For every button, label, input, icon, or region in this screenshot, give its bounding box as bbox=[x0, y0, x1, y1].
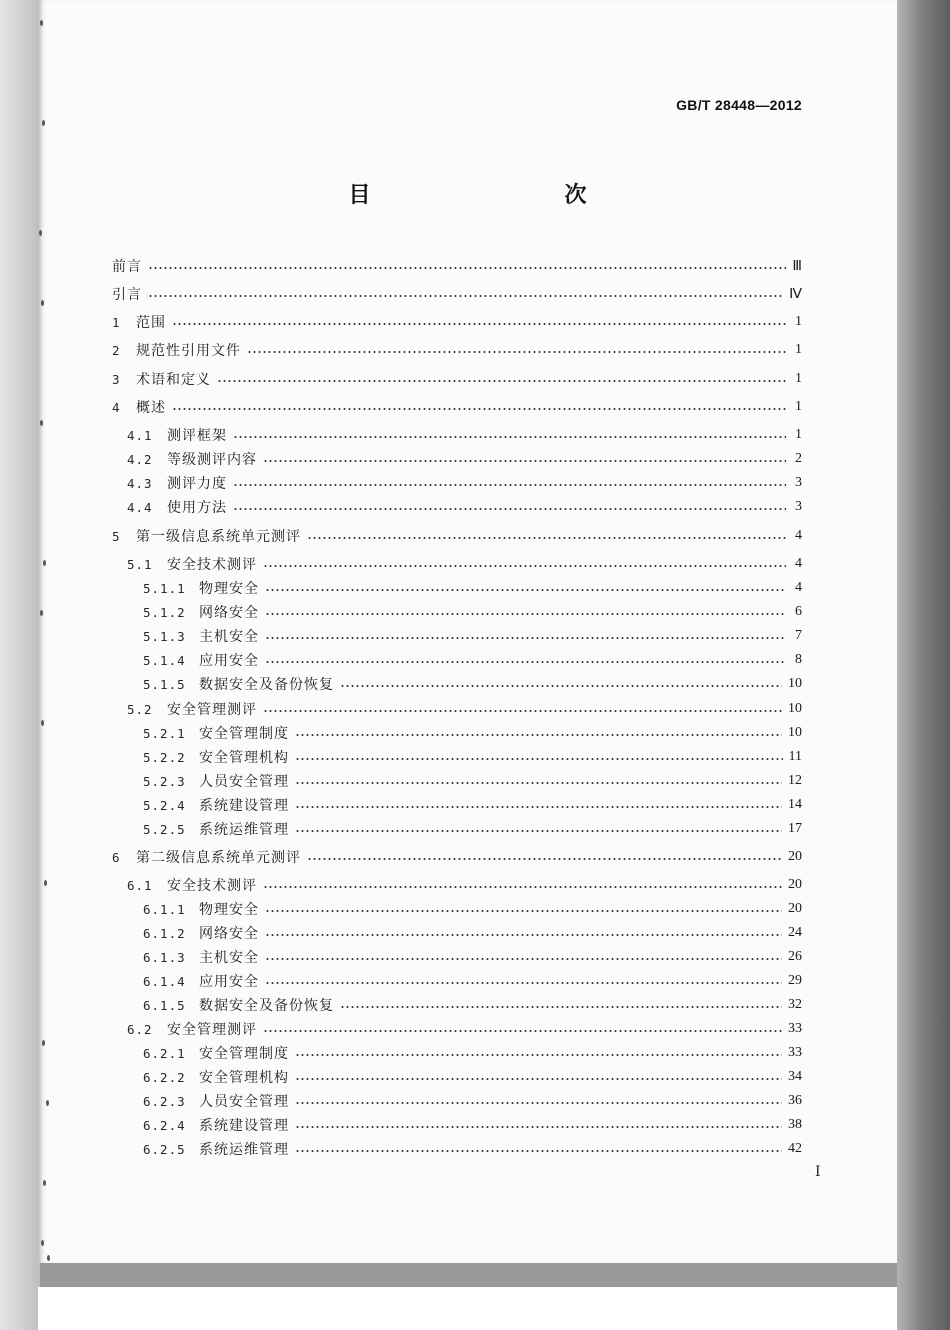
toc-entry-number: 5.1 bbox=[127, 556, 153, 572]
toc-entry-number: 6.1.4 bbox=[143, 973, 186, 989]
scan-speckle bbox=[40, 20, 43, 26]
page-number: Ⅰ bbox=[815, 1164, 821, 1180]
toc-entry[interactable] bbox=[112, 312, 802, 332]
toc-entry-page: 1 bbox=[795, 314, 802, 329]
toc-entry-page: 6 bbox=[795, 604, 802, 619]
toc-entry-page: Ⅳ bbox=[789, 286, 802, 302]
toc-entry-label: 测评框架 bbox=[167, 428, 227, 444]
toc-entry-label: 主机安全 bbox=[199, 629, 259, 645]
toc-entry-number: 5.2.2 bbox=[143, 749, 186, 765]
toc-entry[interactable] bbox=[143, 995, 802, 1015]
toc-entry-page: 24 bbox=[788, 925, 802, 940]
toc-entry-page: 3 bbox=[795, 499, 802, 514]
toc-entry-page: 1 bbox=[795, 427, 802, 442]
scan-speckle bbox=[43, 1180, 46, 1186]
toc-entry-number: 6.2.1 bbox=[143, 1045, 186, 1061]
toc-entry[interactable] bbox=[143, 602, 802, 622]
dot-leader bbox=[295, 1054, 782, 1056]
toc-entry[interactable] bbox=[112, 526, 802, 546]
dot-leader bbox=[295, 830, 782, 832]
dot-leader bbox=[340, 685, 782, 687]
toc-entry-label: 网络安全 bbox=[199, 926, 259, 942]
dot-leader bbox=[265, 910, 782, 912]
toc-entry[interactable] bbox=[143, 1139, 802, 1159]
toc-entry-label: 范围 bbox=[136, 315, 166, 331]
toc-entry-number: 6.1 bbox=[127, 877, 153, 893]
toc-title: 目 次 bbox=[348, 182, 637, 208]
toc-entry[interactable] bbox=[143, 747, 802, 767]
toc-entry[interactable] bbox=[143, 1091, 802, 1111]
toc-entry[interactable] bbox=[127, 425, 802, 445]
dot-leader bbox=[247, 351, 786, 353]
dot-leader bbox=[295, 806, 782, 808]
toc-entry-label: 人员安全管理 bbox=[199, 774, 289, 790]
toc-entry-page: 26 bbox=[788, 949, 802, 964]
toc-entry-page: 1 bbox=[795, 342, 802, 357]
toc-entry-label: 数据安全及备份恢复 bbox=[199, 998, 334, 1014]
toc-entry[interactable] bbox=[143, 674, 802, 694]
toc-entry[interactable] bbox=[112, 369, 802, 389]
toc-entry-number: 6.1.2 bbox=[143, 925, 186, 941]
toc-entry[interactable] bbox=[143, 1043, 802, 1063]
toc-entry-page: 4 bbox=[795, 528, 802, 543]
toc-entry-label: 系统运维管理 bbox=[199, 822, 289, 838]
toc-entry-number: 5.2 bbox=[127, 701, 153, 717]
toc-entry-number: 5.1.1 bbox=[143, 580, 186, 596]
toc-entry[interactable] bbox=[127, 875, 802, 895]
scan-speckle bbox=[43, 560, 46, 566]
dot-leader bbox=[295, 1126, 782, 1128]
toc-entry-label: 系统运维管理 bbox=[199, 1142, 289, 1158]
dot-leader bbox=[307, 537, 786, 539]
dot-leader bbox=[148, 295, 783, 297]
toc-entry-page: 34 bbox=[788, 1069, 802, 1084]
toc-entry-number: 6.2.3 bbox=[143, 1093, 186, 1109]
scan-right-shadow bbox=[897, 0, 950, 1330]
toc-entry-page: 4 bbox=[795, 556, 802, 571]
dot-leader bbox=[263, 886, 782, 888]
toc-entry-number: 5.2.5 bbox=[143, 821, 186, 837]
dot-leader bbox=[148, 267, 786, 269]
dot-leader bbox=[263, 1030, 782, 1032]
toc-entry-page: 32 bbox=[788, 997, 802, 1012]
toc-entry-label: 安全管理制度 bbox=[199, 726, 289, 742]
scan-speckle bbox=[41, 300, 44, 306]
toc-entry-page: 11 bbox=[788, 749, 802, 764]
dot-leader bbox=[265, 589, 786, 591]
toc-entry-number: 5.1.3 bbox=[143, 628, 186, 644]
dot-leader bbox=[265, 661, 786, 663]
toc-entry-page: 33 bbox=[788, 1021, 802, 1036]
toc-entry-label: 概述 bbox=[136, 400, 166, 416]
toc-entry-label: 物理安全 bbox=[199, 902, 259, 918]
dot-leader bbox=[295, 734, 782, 736]
toc-entry-label: 测评力度 bbox=[167, 476, 227, 492]
dot-leader bbox=[295, 782, 782, 784]
scan-speckle bbox=[41, 1240, 44, 1246]
toc-entry[interactable] bbox=[143, 923, 802, 943]
toc-entry[interactable] bbox=[143, 819, 802, 839]
toc-entry-page: 1 bbox=[795, 371, 802, 386]
table-of-contents bbox=[38, 0, 897, 1263]
scan-speckle bbox=[40, 420, 43, 426]
toc-entry[interactable] bbox=[127, 1019, 802, 1039]
toc-entry[interactable] bbox=[143, 1115, 802, 1135]
toc-entry-number: 4.1 bbox=[127, 427, 153, 443]
toc-entry-label: 前言 bbox=[112, 259, 142, 275]
toc-entry-number: 2 bbox=[112, 342, 121, 358]
toc-entry-page: 1 bbox=[795, 399, 802, 414]
scan-speckle bbox=[44, 880, 47, 886]
dot-leader bbox=[263, 565, 786, 567]
toc-entry-page: 20 bbox=[788, 877, 802, 892]
toc-entry-label: 安全技术测评 bbox=[167, 557, 257, 573]
toc-entry-page: 20 bbox=[788, 901, 802, 916]
toc-entry-number: 6.2 bbox=[127, 1021, 153, 1037]
toc-entry-page: 8 bbox=[795, 652, 802, 667]
toc-entry-page: 4 bbox=[795, 580, 802, 595]
toc-entry-number: 6.1.5 bbox=[143, 997, 186, 1013]
scan-speckle bbox=[41, 720, 44, 726]
toc-entry-number: 6.2.4 bbox=[143, 1117, 186, 1133]
toc-entry[interactable] bbox=[127, 554, 802, 574]
toc-entry-page: 10 bbox=[788, 701, 802, 716]
toc-entry[interactable] bbox=[143, 795, 802, 815]
scan-speckle bbox=[42, 120, 45, 126]
standard-code: GB/T 28448—2012 bbox=[676, 97, 802, 113]
toc-entry-number: 5.2.1 bbox=[143, 725, 186, 741]
toc-entry-label: 应用安全 bbox=[199, 653, 259, 669]
dot-leader bbox=[340, 1006, 782, 1008]
toc-entry-label: 系统建设管理 bbox=[199, 1118, 289, 1134]
toc-entry-number: 6.1.1 bbox=[143, 901, 186, 917]
toc-entry-number: 4 bbox=[112, 399, 121, 415]
toc-entry[interactable] bbox=[112, 847, 802, 867]
dot-leader bbox=[307, 858, 782, 860]
toc-entry-label: 网络安全 bbox=[199, 605, 259, 621]
toc-entry-label: 术语和定义 bbox=[136, 372, 211, 388]
toc-entry[interactable] bbox=[143, 578, 802, 598]
dot-leader bbox=[295, 1102, 782, 1104]
toc-entry[interactable] bbox=[143, 650, 802, 670]
toc-entry-page: 10 bbox=[788, 676, 802, 691]
toc-entry-label: 人员安全管理 bbox=[199, 1094, 289, 1110]
toc-entry-page: 14 bbox=[788, 797, 802, 812]
toc-entry-label: 安全管理机构 bbox=[199, 750, 289, 766]
scan-speckle bbox=[46, 1100, 49, 1106]
toc-entry[interactable] bbox=[143, 971, 802, 991]
toc-entry[interactable] bbox=[112, 284, 802, 304]
toc-entry[interactable] bbox=[127, 449, 802, 469]
toc-entry[interactable] bbox=[143, 947, 802, 967]
toc-entry[interactable] bbox=[143, 899, 802, 919]
toc-entry[interactable] bbox=[112, 340, 802, 360]
toc-entry-number: 6 bbox=[112, 849, 121, 865]
toc-entry-label: 规范性引用文件 bbox=[136, 343, 241, 359]
dot-leader bbox=[295, 1078, 782, 1080]
toc-entry-number: 4.4 bbox=[127, 499, 153, 515]
toc-entry-page: 10 bbox=[788, 725, 802, 740]
toc-entry-label: 安全管理测评 bbox=[167, 702, 257, 718]
toc-entry-number: 6.2.5 bbox=[143, 1141, 186, 1157]
toc-entry-label: 第二级信息系统单元测评 bbox=[136, 850, 301, 866]
toc-entry-number: 5.1.5 bbox=[143, 676, 186, 692]
dot-leader bbox=[295, 758, 783, 760]
toc-entry-label: 主机安全 bbox=[199, 950, 259, 966]
toc-entry[interactable] bbox=[143, 723, 802, 743]
toc-entry[interactable] bbox=[112, 256, 802, 276]
toc-entry-label: 引言 bbox=[112, 287, 142, 303]
toc-entry-number: 5.1.2 bbox=[143, 604, 186, 620]
toc-entry-label: 安全技术测评 bbox=[167, 878, 257, 894]
dot-leader bbox=[265, 958, 782, 960]
toc-entry-page: 2 bbox=[795, 451, 802, 466]
scan-speckle bbox=[47, 1255, 50, 1261]
toc-entry-page: 33 bbox=[788, 1045, 802, 1060]
toc-entry[interactable] bbox=[143, 626, 802, 646]
toc-entry[interactable] bbox=[143, 771, 802, 791]
toc-entry-label: 物理安全 bbox=[199, 581, 259, 597]
dot-leader bbox=[265, 637, 786, 639]
dot-leader bbox=[233, 484, 786, 486]
dot-leader bbox=[265, 982, 782, 984]
toc-entry-label: 系统建设管理 bbox=[199, 798, 289, 814]
toc-entry-number: 1 bbox=[112, 314, 121, 330]
toc-entry-number: 5.2.3 bbox=[143, 773, 186, 789]
scan-speckle bbox=[40, 610, 43, 616]
toc-entry-number: 4.3 bbox=[127, 475, 153, 491]
toc-entry-page: 12 bbox=[788, 773, 802, 788]
toc-entry-number: 4.2 bbox=[127, 451, 153, 467]
toc-entry-number: 5.2.4 bbox=[143, 797, 186, 813]
toc-entry[interactable] bbox=[143, 1067, 802, 1087]
toc-entry-number: 3 bbox=[112, 371, 121, 387]
dot-leader bbox=[263, 710, 782, 712]
toc-entry-page: 3 bbox=[795, 475, 802, 490]
dot-leader bbox=[265, 613, 786, 615]
toc-entry-page: 38 bbox=[788, 1117, 802, 1132]
toc-entry-page: Ⅲ bbox=[792, 258, 802, 274]
dot-leader bbox=[172, 323, 786, 325]
toc-entry-page: 29 bbox=[788, 973, 802, 988]
toc-entry-page: 17 bbox=[788, 821, 802, 836]
toc-entry-page: 42 bbox=[788, 1141, 802, 1156]
document-page bbox=[38, 0, 897, 1263]
toc-entry-page: 20 bbox=[788, 849, 802, 864]
dot-leader bbox=[263, 460, 786, 462]
dot-leader bbox=[172, 408, 786, 410]
toc-entry[interactable] bbox=[127, 473, 802, 493]
next-page-edge bbox=[38, 1287, 897, 1330]
dot-leader bbox=[295, 1150, 782, 1152]
toc-entry-number: 6.1.3 bbox=[143, 949, 186, 965]
toc-entry-number: 6.2.2 bbox=[143, 1069, 186, 1085]
toc-entry-label: 应用安全 bbox=[199, 974, 259, 990]
scan-speckle bbox=[42, 1040, 45, 1046]
dot-leader bbox=[233, 508, 786, 510]
toc-entry-page: 36 bbox=[788, 1093, 802, 1108]
toc-entry-page: 7 bbox=[795, 628, 802, 643]
dot-leader bbox=[233, 436, 786, 438]
toc-entry-label: 等级测评内容 bbox=[167, 452, 257, 468]
toc-entry-label: 第一级信息系统单元测评 bbox=[136, 529, 301, 545]
dot-leader bbox=[265, 934, 782, 936]
scan-left-margin bbox=[0, 0, 40, 1330]
toc-entry-label: 安全管理测评 bbox=[167, 1022, 257, 1038]
toc-entry[interactable] bbox=[112, 397, 802, 417]
scan-speckle bbox=[39, 230, 42, 236]
toc-entry[interactable] bbox=[127, 699, 802, 719]
toc-entry-label: 安全管理制度 bbox=[199, 1046, 289, 1062]
dot-leader bbox=[217, 380, 786, 382]
toc-entry-number: 5.1.4 bbox=[143, 652, 186, 668]
toc-entry-label: 数据安全及备份恢复 bbox=[199, 677, 334, 693]
toc-entry[interactable] bbox=[127, 497, 802, 517]
toc-entry-label: 安全管理机构 bbox=[199, 1070, 289, 1086]
toc-entry-label: 使用方法 bbox=[167, 500, 227, 516]
toc-entry-number: 5 bbox=[112, 528, 121, 544]
